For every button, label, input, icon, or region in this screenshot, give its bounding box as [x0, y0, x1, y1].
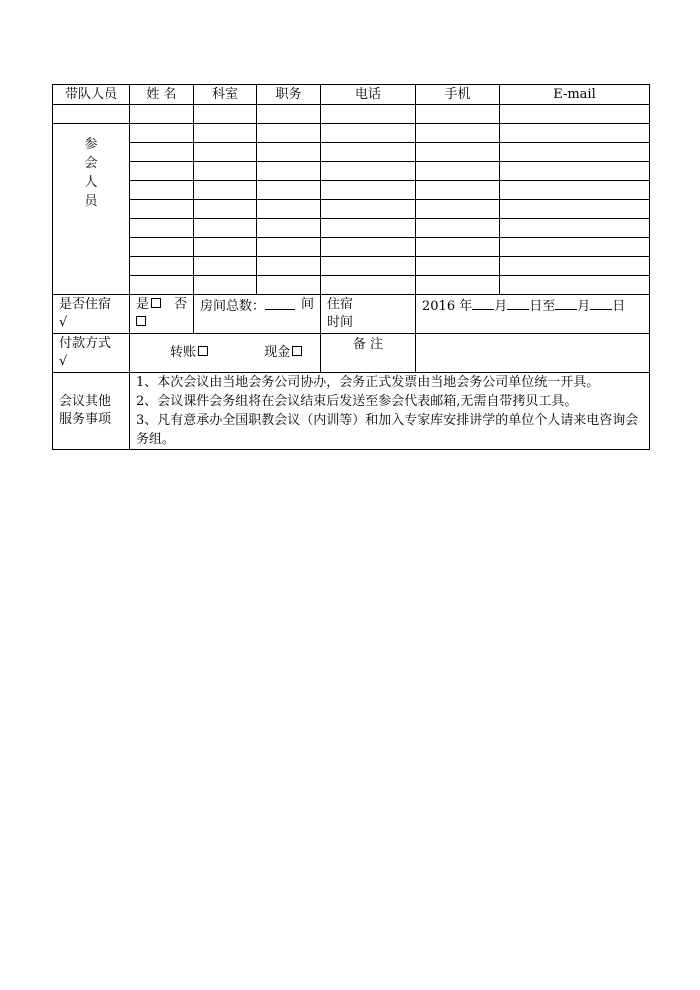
input-cell[interactable] [321, 200, 416, 219]
lodging-yes-label: 是 [136, 297, 150, 312]
input-cell[interactable] [130, 238, 194, 257]
input-cell[interactable] [321, 257, 416, 276]
input-cell[interactable] [416, 105, 500, 124]
input-cell[interactable] [500, 162, 650, 181]
name-header: 姓 名 [130, 85, 194, 105]
input-cell[interactable] [500, 200, 650, 219]
email-header: E-mail [500, 85, 650, 105]
input-cell[interactable] [194, 181, 257, 200]
input-cell[interactable] [416, 257, 500, 276]
attendee-row [53, 257, 650, 276]
attendee-row [53, 219, 650, 238]
input-cell[interactable] [500, 276, 650, 295]
input-cell[interactable] [257, 257, 321, 276]
attendee-row [53, 276, 650, 295]
position-header: 职务 [257, 85, 321, 105]
input-cell[interactable] [500, 238, 650, 257]
header-row [53, 85, 650, 105]
cash-label: 现金 [264, 345, 291, 360]
services-notes [130, 373, 650, 450]
lodging-label [53, 295, 130, 334]
input-cell[interactable] [321, 162, 416, 181]
input-cell[interactable] [194, 257, 257, 276]
attendees-label-char: 会 [84, 156, 98, 171]
service-note: 2、会议课件会务组将在会议结束后发送至参会代表邮箱,无需自带拷贝工具。 [136, 394, 578, 409]
attendee-row [53, 238, 650, 257]
input-cell[interactable] [500, 219, 650, 238]
input-cell[interactable] [321, 219, 416, 238]
lodging-row [53, 295, 650, 334]
mobile-header: 手机 [416, 85, 500, 105]
leader-label: 带队人员 [53, 85, 130, 105]
rooms-cell [194, 295, 321, 334]
input-cell[interactable] [194, 276, 257, 295]
input-cell[interactable] [130, 276, 194, 295]
input-cell[interactable] [257, 162, 321, 181]
input-cell[interactable] [321, 143, 416, 162]
services-label [53, 373, 130, 450]
input-cell[interactable] [500, 124, 650, 143]
input-cell[interactable] [257, 124, 321, 143]
input-cell[interactable] [130, 219, 194, 238]
payment-transfer-option[interactable] [170, 345, 208, 360]
stay-time-label: 住宿时间 [327, 297, 354, 330]
input-cell[interactable] [416, 162, 500, 181]
input-cell[interactable] [194, 105, 257, 124]
check-mark: √ [59, 315, 68, 330]
input-cell[interactable] [130, 181, 194, 200]
start-day-input[interactable] [507, 296, 529, 310]
input-cell[interactable] [416, 200, 500, 219]
input-cell[interactable] [257, 276, 321, 295]
input-cell[interactable] [416, 219, 500, 238]
remarks-input[interactable] [416, 334, 650, 373]
input-cell[interactable] [321, 124, 416, 143]
input-cell[interactable] [257, 181, 321, 200]
lodging-no-checkbox[interactable] [136, 316, 146, 326]
service-note: 3、凡有意承办全国职教会议（内训等）和加入专家库安排讲学的单位个人请来电咨询会务组。 [136, 413, 639, 447]
input-cell[interactable] [321, 105, 416, 124]
phone-header: 电话 [321, 85, 416, 105]
input-cell[interactable] [257, 143, 321, 162]
rooms-unit: 间 [300, 297, 314, 312]
input-cell[interactable] [194, 219, 257, 238]
input-cell[interactable] [321, 276, 416, 295]
input-cell[interactable] [500, 143, 650, 162]
rooms-input[interactable] [265, 296, 295, 310]
payment-cash-option[interactable] [264, 345, 302, 360]
input-cell[interactable] [130, 105, 194, 124]
input-cell[interactable] [130, 124, 194, 143]
attendees-label-char: 员 [84, 194, 98, 209]
date-month-1: 月 [494, 299, 508, 314]
remarks-label: 备 注 [321, 334, 416, 373]
input-cell[interactable] [130, 200, 194, 219]
lodging-no-label[interactable]: 否 [173, 297, 187, 312]
registration-form-table [52, 84, 650, 450]
payment-row [53, 334, 650, 373]
input-cell[interactable] [130, 257, 194, 276]
input-cell[interactable] [416, 143, 500, 162]
attendee-row [53, 162, 650, 181]
lodging-choice-cell [130, 295, 194, 334]
input-cell[interactable] [500, 181, 650, 200]
end-month-input[interactable] [555, 296, 577, 310]
leader-spacer-cell [53, 105, 130, 124]
input-cell[interactable] [194, 200, 257, 219]
input-cell[interactable] [257, 105, 321, 124]
stay-time-label-cell [321, 295, 416, 334]
leader-input-row [53, 105, 650, 124]
input-cell[interactable] [500, 257, 650, 276]
input-cell[interactable] [416, 181, 500, 200]
input-cell[interactable] [257, 219, 321, 238]
stay-date-cell [416, 295, 650, 334]
input-cell[interactable] [416, 124, 500, 143]
attendee-row [53, 143, 650, 162]
services-row [53, 373, 650, 450]
input-cell[interactable] [130, 162, 194, 181]
input-cell[interactable] [194, 238, 257, 257]
input-cell[interactable] [257, 238, 321, 257]
input-cell[interactable] [416, 238, 500, 257]
payment-label-text: 付款方式 [59, 336, 112, 351]
payment-options-cell [130, 334, 321, 373]
date-day-2: 日 [612, 299, 626, 314]
department-header: 科室 [194, 85, 257, 105]
attendees-label [53, 124, 130, 295]
input-cell[interactable] [194, 124, 257, 143]
attendee-row [53, 124, 650, 143]
input-cell[interactable] [194, 143, 257, 162]
payment-label [53, 334, 130, 373]
date-year: 2016 年 [422, 299, 473, 314]
attendees-label-char: 参 [84, 137, 98, 152]
lodging-label-text: 是否住宿 [59, 297, 112, 312]
service-note: 1、本次会议由当地会务公司协办，会务正式发票由当地会务公司单位统一开具。 [136, 375, 600, 390]
lodging-yes-checkbox[interactable] [151, 298, 161, 308]
check-mark: √ [59, 354, 68, 369]
attendees-label-char: 人 [84, 175, 98, 190]
input-cell[interactable] [416, 276, 500, 295]
input-cell[interactable] [257, 200, 321, 219]
date-day-1: 日至 [529, 299, 556, 314]
attendee-row [53, 200, 650, 219]
rooms-label: 房间总数： [200, 299, 266, 314]
input-cell[interactable] [500, 105, 650, 124]
date-month-2: 月 [577, 299, 591, 314]
lodging-yes-option[interactable] [136, 296, 161, 314]
start-month-input[interactable] [472, 296, 494, 310]
input-cell[interactable] [194, 162, 257, 181]
input-cell[interactable] [321, 181, 416, 200]
transfer-checkbox[interactable] [198, 346, 208, 356]
services-label-line: 服务事项 [59, 412, 112, 427]
cash-checkbox[interactable] [292, 346, 302, 356]
services-label-line: 会议其他 [59, 394, 112, 409]
input-cell[interactable] [321, 238, 416, 257]
attendee-row [53, 181, 650, 200]
end-day-input[interactable] [590, 296, 612, 310]
input-cell[interactable] [130, 143, 194, 162]
transfer-label: 转账 [170, 345, 197, 360]
